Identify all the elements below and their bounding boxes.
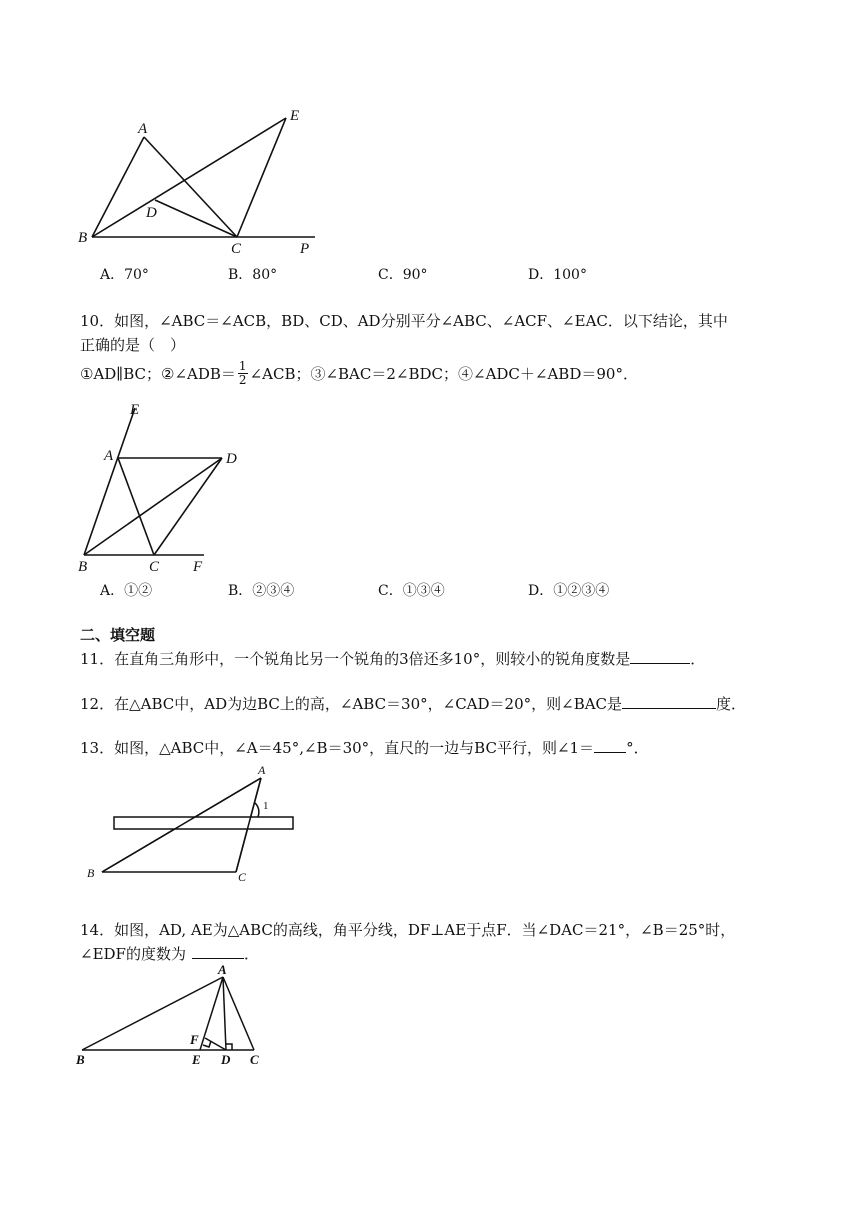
q11-answer-blank[interactable] <box>630 649 690 664</box>
q10-conclusions-part2: ∠ACB；③∠BAC＝2∠BDC；④∠ADC＋∠ABD＝90°． <box>249 365 638 383</box>
q9-option-a[interactable]: A．70° <box>100 267 149 283</box>
segment-ba <box>92 137 144 237</box>
label-f: F <box>193 559 203 575</box>
q10-stem-line2: 正确的是（ ） <box>80 336 186 354</box>
q10-fraction <box>238 360 248 387</box>
q12-text-end: 度． <box>716 695 747 713</box>
q9-option-c[interactable]: C．90° <box>378 267 428 283</box>
label-b: B <box>76 1052 85 1067</box>
label-a: A <box>258 763 266 777</box>
segment-ec <box>237 118 286 237</box>
label-a: A <box>218 962 227 977</box>
q9-figure <box>70 100 330 260</box>
label-b: B <box>78 230 88 246</box>
q13-text-end: °． <box>626 739 649 757</box>
segment-df <box>205 1038 226 1050</box>
q13-answer-blank[interactable] <box>594 738 626 753</box>
label-d: D <box>221 1052 231 1067</box>
q14-text: ∠EDF的度数为 <box>80 945 186 963</box>
label-d: D <box>226 451 237 467</box>
label-f: F <box>190 1032 199 1047</box>
q9-option-d[interactable]: D．100° <box>528 267 587 283</box>
label-angle-1: 1 <box>263 800 269 812</box>
label-a: A <box>138 121 148 137</box>
label-d: D <box>146 205 157 221</box>
label-b: B <box>87 866 95 880</box>
q14-figure <box>70 960 270 1070</box>
q10-conclusions-part1: ①AD∥BC；②∠ADB＝ <box>80 365 236 383</box>
q10-conclusions <box>80 360 638 387</box>
q11-text: 11．在直角三角形中，一个锐角比另一个锐角的3倍还多10°，则较小的锐角度数是 <box>80 650 631 668</box>
segment-dc <box>155 200 237 237</box>
q11-text-end: ． <box>690 650 706 668</box>
q10-figure <box>70 398 260 576</box>
q14-text-end: ． <box>243 945 259 963</box>
segment-ac <box>223 977 254 1050</box>
segment-ac <box>144 137 237 237</box>
q11-stem <box>80 648 705 669</box>
label-p: P <box>300 241 310 257</box>
segment-ba <box>82 977 223 1050</box>
q9-option-b[interactable]: B．80° <box>228 267 278 283</box>
segment-be <box>92 118 286 237</box>
label-c: C <box>149 559 160 575</box>
altitude-ad <box>223 977 226 1050</box>
q13-text: 13．如图，△ABC中，∠A＝45°,∠B＝30°，直尺的一边与BC平行，则∠1＝ <box>80 739 595 757</box>
label-e: E <box>130 402 140 418</box>
label-c: C <box>231 241 242 257</box>
section-title: 二、填空题 <box>80 626 156 644</box>
label-a: A <box>104 448 114 464</box>
q10-option-b[interactable]: B．②③④ <box>228 583 295 599</box>
q12-answer-blank[interactable] <box>622 694 716 709</box>
label-c: C <box>238 870 247 884</box>
q10-stem-line1: 10．如图，∠ABC＝∠ACB，BD、CD、AD分别平分∠ABC、∠ACF、∠EAC．以下结论，其中 <box>80 312 728 330</box>
q14-answer-blank[interactable] <box>192 944 244 959</box>
q10-fraction-numerator: 1 <box>238 359 247 373</box>
q13-figure <box>80 760 310 890</box>
q13-stem <box>80 737 649 758</box>
right-angle-f <box>203 1041 211 1047</box>
q10-fraction-denominator: 2 <box>238 373 247 387</box>
segment-cd <box>154 458 222 555</box>
q10-option-a[interactable]: A．①② <box>100 583 153 599</box>
ruler <box>114 817 293 829</box>
q10-option-c[interactable]: C．①③④ <box>378 583 445 599</box>
label-e: E <box>192 1052 201 1067</box>
label-e: E <box>290 108 300 124</box>
label-b: B <box>78 559 88 575</box>
q14-stem-line1: 14．如图，AD, AE为△ABC的高线，角平分线，DF⊥AE于点F．当∠DAC＝21°，∠B＝25°时， <box>80 921 736 939</box>
q12-stem <box>80 693 746 714</box>
q12-text: 12．在△ABC中，AD为边BC上的高，∠ABC＝30°，∠CAD＝20°，则∠BAC是 <box>80 695 623 713</box>
segment-bd <box>84 458 222 555</box>
q10-option-d[interactable]: D．①②③④ <box>528 583 610 599</box>
label-c: C <box>250 1052 259 1067</box>
segment-ac <box>118 458 154 555</box>
right-angle-d <box>226 1044 232 1050</box>
